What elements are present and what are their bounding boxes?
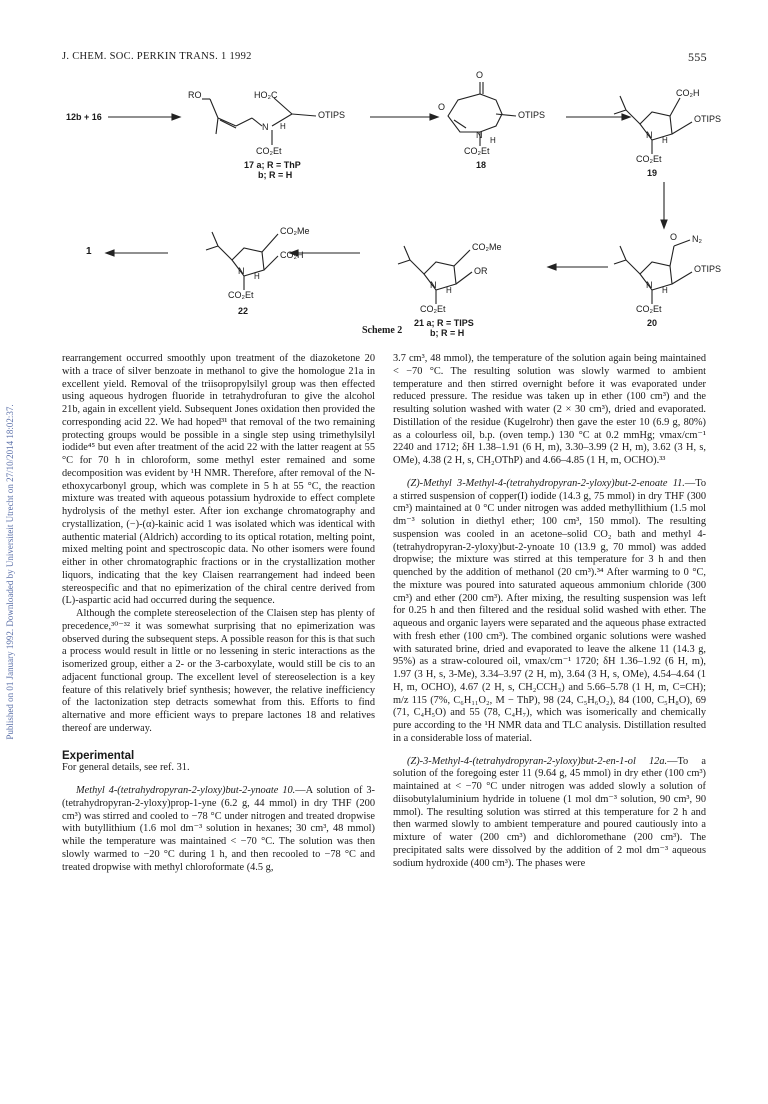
group-or-21: OR <box>474 266 488 276</box>
right-column <box>393 353 706 870</box>
reactant-label: 12b + 16 <box>66 112 102 122</box>
compound-21b-label: b; R = H <box>430 328 465 338</box>
body-paragraph: 3.7 cm³, 48 mmol), the temperature of the solution again being maintained < −70 °C. The resulting solution was slowly warmed to ambient temperature and then stirred overnight before it was evaporated under reduced pressure. The residue was taken up in ether (100 cm³) and the resulting solution washed with water (2 × 30 cm³), dried and evaporated. Distillation of the residue (Kugelrohr) then gave the ester 10 (6.9 g, 80%) as a colourless oil, b.p. (oven temp.) 130 °C at 0.2 mmHg; νmax/cm⁻¹ 2240 and 1712; δH 1.38–1.91 (6 H, m), 3.30–3.99 (2 H, m), 3.62 (3 H, s, OMe), 4.38 (2 H, s, CH₂OThP) and 4.66–4.85 (1 H, m, OCHO).³³ <box>393 353 706 466</box>
group-otips-18: OTIPS <box>518 110 546 120</box>
arrow-head <box>548 264 556 270</box>
group-o-20: O <box>670 232 678 242</box>
procedure-paragraph <box>393 756 706 871</box>
group-co2et-19: CO₂Et <box>636 154 662 164</box>
left-column <box>62 353 375 874</box>
group-n-18: N <box>476 130 483 140</box>
body-paragraph: Although the complete stereoselection of the Claisen step has plenty of precedence,³⁰⁻³² it was somewhat surprising that no epimerization was observed during the subsequent steps. A possible reason for this is that such a process would result in little or no lessening in steric interactions as the isomerized group, either a 2- or the 3-carboxylate, would still be cis to an adjacent functional group. The excellent level of stereoselection is a key feature of this relatively brief synthesis; however, the relative inefficiency of the lactonization step detracts somewhat from this. Efforts to find alternative and more efficient ways to prepare lactones 18 and relatives thereof are underway. <box>62 608 375 734</box>
compound-18-label: 18 <box>476 160 487 170</box>
arrow-head <box>106 250 114 256</box>
procedure-body: —A solution of 3-(tetrahydropyran-2-yloxy)prop-1-yne (6.2 g, 44 mmol) in dry THF (200 cm³) was stirred and cooled to −78 °C under nitrogen and treated dropwise with butyllithium (1.6 mol dm⁻³ solution in hexanes; 30 cm³, 48 mmol) while the temperature was maintained < −70 °C. The solution was then slowly warmed to −20 °C during 1 h, and then recooled to −78 °C and treated dropwise with methyl chloroformate (4.5 g, <box>62 785 375 873</box>
group-otips-20: OTIPS <box>694 264 722 274</box>
procedure-paragraph <box>62 785 375 874</box>
general-details: For general details, see ref. 31. <box>62 762 190 774</box>
compound-19-structure <box>614 96 692 154</box>
body-paragraph: rearrangement occurred smoothly upon treatment of the diazoketone 20 with a trace of silver benzoate in methanol to give the homologue 21a in excellent yield. Removal of the triisopropylsilyl group was then effected using aqueous hydrogen fluoride in tetrahydrofuran to give the alcohol 21b, again in excellent yield. Subsequent Jones oxidation then provided the corresponding acid 22. We had hoped³¹ that removal of the two remaining protecting groups would be possible in a single step using trimethylsilyl iodide⁴⁵ but even after treatment of the acid 22 with the latter reagent at 55 °C for 70 h in chloroform, some methyl ester remained and some decomposition was evident by ¹H NMR. Therefore, after removal of the N-ethoxycarbonyl group, which was complete in 5 h at 55 °C, the reaction mixture was treated with aqueous potassium hydroxide to effect complete hydrolysis of the methyl ester. After ion exchange chromatography and crystallization, (−)-(α)-kainic acid 1 was isolated which was identical with authentic material (Aldrich) according to its optical rotation, melting point, mixed melting point and spectroscopic data. No other isomers were found either in other chromatographic fractions or in the crystallization mother liquors, indicating that the key Claisen rearrangement had indeed been stereospecific and that no epimerization of the chiral centre derived from (L)-aspartic acid had occurred during the sequence. <box>62 353 375 607</box>
procedure-body: —To a solution of the foregoing ester 11 (9.64 g, 45 mmol) in dry ether (100 cm³) maintained at < −70 °C under nitrogen was added slowly a solution of diisobutylaluminium hydride in toluene (1 mol dm⁻³ solution, 90 cm³, 90 mmol). The resulting solution was stirred at this temperature for 2 h and then warmed slowly to ambient temperature and poured cautiously into a mixture of water (200 cm³) and dichloromethane (200 cm³). The precipitated salts were dissolved by the addition of 2 mol dm⁻³ aqueous sodium hydroxide (400 cm³). The phases were <box>393 755 706 869</box>
product-label: 1 <box>86 246 92 257</box>
group-co2h-22: CO₂H <box>280 250 304 260</box>
arrow-head <box>661 220 667 228</box>
group-h-20: H <box>662 286 668 295</box>
group-n-22: N <box>238 266 245 276</box>
scheme-caption: Scheme 2 <box>362 325 403 336</box>
download-notice-text[interactable]: Published on 01 January 1992. Downloaded by Universiteit Utrecht on 27/10/2014 18:02:37. <box>5 404 15 740</box>
compound-20-label: 20 <box>647 318 658 328</box>
group-h-17: H <box>280 122 286 131</box>
group-ho2c: HO₂C <box>254 90 278 100</box>
group-co2et-22: CO₂Et <box>228 290 254 300</box>
journal-header: J. CHEM. SOC. PERKIN TRANS. 1 1992 <box>62 51 252 62</box>
group-n2-20: N₂ <box>692 234 702 244</box>
procedure-title: (Z)-3-Methyl-4-(tetrahydropyran-2-yloxy)but-2-en-1-ol 12a. <box>407 755 668 767</box>
compound-21-label: 21 a; R = TIPS <box>414 318 474 328</box>
group-n-20: N <box>646 280 653 290</box>
compound-22-label: 22 <box>238 306 249 316</box>
group-co2et-21: CO₂Et <box>420 304 446 314</box>
procedure-title: Methyl 4-(tetrahydropyran-2-yloxy)but-2-ynoate 10. <box>76 785 296 796</box>
compound-17-label: 17 a; R = ThP <box>244 160 301 170</box>
group-h-18: H <box>490 136 496 145</box>
compound-20-structure <box>614 240 692 304</box>
compound-22-structure <box>206 232 278 290</box>
group-co2et-17: CO₂Et <box>256 146 282 156</box>
arrow-head <box>430 114 438 120</box>
procedure-title: (Z)-Methyl 3-Methyl-4-(tetrahydropyran-2-yloxy)but-2-enoate 11. <box>407 477 685 489</box>
group-h-21: H <box>446 286 452 295</box>
group-otips-17: OTIPS <box>318 110 346 120</box>
group-h-22: H <box>254 272 260 281</box>
group-ro: RO <box>188 90 202 100</box>
compound-21-structure <box>398 246 472 304</box>
group-o-18: O <box>476 70 484 80</box>
group-h-19: H <box>662 136 668 145</box>
compound-19-label: 19 <box>647 168 658 178</box>
group-co2me-21: CO₂Me <box>472 242 502 252</box>
section-heading: Experimental <box>62 749 135 762</box>
group-co2et-20: CO₂Et <box>636 304 662 314</box>
group-n-21: N <box>430 280 437 290</box>
download-notice <box>2 195 16 955</box>
compound-17-structure <box>202 98 316 145</box>
procedure-paragraph <box>393 478 706 746</box>
group-co2h-19: CO₂H <box>676 88 700 98</box>
reaction-scheme <box>40 70 740 338</box>
group-co2me-22: CO₂Me <box>280 226 310 236</box>
arrow-head <box>172 114 180 120</box>
compound-17b-label: b; R = H <box>258 170 293 180</box>
arrow-head <box>622 114 630 120</box>
group-co2et-18: CO₂Et <box>464 146 490 156</box>
page-number: 555 <box>688 50 707 64</box>
scheme-drawing <box>40 70 740 335</box>
group-o-ring-18: O <box>438 102 446 112</box>
procedure-body: —To a stirred suspension of copper(I) iodide (14.3 g, 75 mmol) in dry THF (300 cm³) maintained at 0 °C under nitrogen was added methyllithium (1.5 mol dm⁻³ solution in diethyl ether; 100 cm³, 150 mmol). The resulting suspension was cooled in an acetone–solid CO₂ bath and methyl 4-(tetrahydropyran-2-yloxy)but-2-ynoate 10 (13.9 g, 70 mmol) was added dropwise; the mixture was stirred at this temperature for 3 h and then quenched by the addition of methanol (20 cm³).³⁴ After warming to 0 °C, the mixture was poured into saturated aqueous ammonium chloride (300 cm³) and ether (200 cm³). After mixing, the resulting suspension was left for 0.25 h and then filtered and the residual solid washed with ether. The aqueous and organic layers were separated and the aqueous phase extracted with fresh ether (100 cm³). The combined organic solutions were washed with saturated brine, dried and evaporated to leave the alkene 11 (14.3 g, 95%) as a straw-coloured oil, νmax/cm⁻¹ 1720; δH 1.36–1.92 (6 H, m), 1.97 (3 H, s, 3-Me), 3.34–3.97 (2 H, m), 3.64 (3 H, s, OMe), 4.54–4.64 (1 H, m, OCHO), 4.67 (2 H, s, CH₂CCH₃) and 5.66–5.78 (1 H, m, C=CH); m/z 115 (7%, C₆H₁₁O₂, M − ThP), 98 (24, C₅H₆O₂), 84 (100, C₅H₈O), 69 (71, C₄H₅O) and 55 (78, C₄H₇), which was isomerically and chemically pure according to the ¹H NMR data and TLC analysis. Distillation resulted in a considerable loss of material. <box>393 477 706 744</box>
group-n-17: N <box>262 122 269 132</box>
group-n-19: N <box>646 130 653 140</box>
group-otips-19: OTIPS <box>694 114 722 124</box>
